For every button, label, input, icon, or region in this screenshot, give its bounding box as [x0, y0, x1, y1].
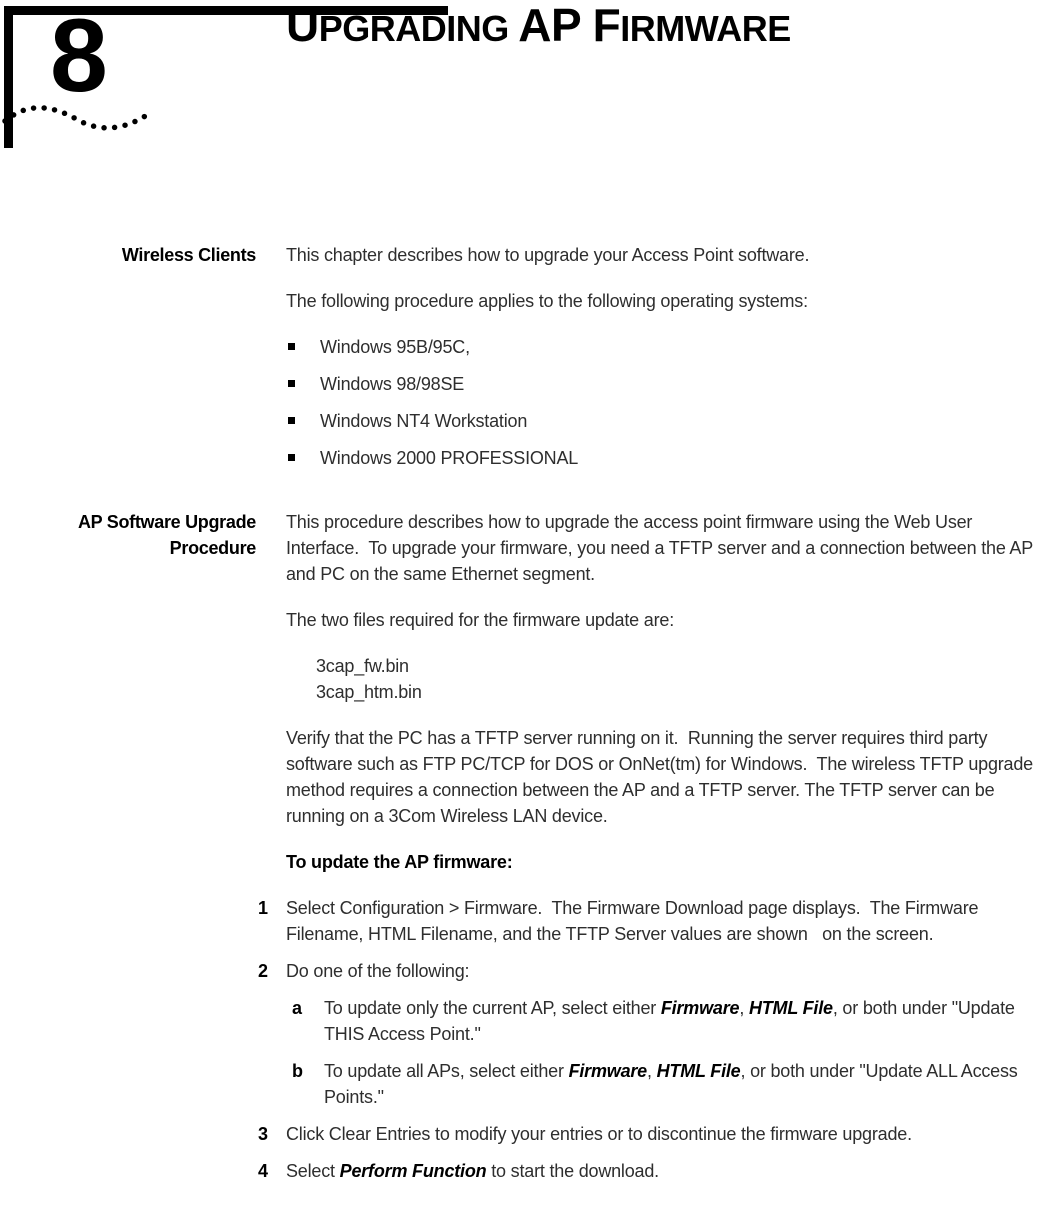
title-large-caps: F [592, 0, 621, 51]
paragraph: The two files required for the firmware update are: [286, 610, 674, 630]
title-large-caps: AP [518, 0, 593, 51]
step-text [286, 995, 1044, 1047]
title-large-caps: U [286, 0, 319, 51]
section-body-wireless-clients [286, 242, 1044, 491]
bullet-list [286, 334, 1044, 471]
text-run: , or both under "Update THIS Access Point." [324, 998, 1020, 1044]
step-number: 4 [258, 1161, 268, 1181]
section-heading-line: AP Software Upgrade [77, 512, 256, 532]
text-run: Select [286, 1161, 340, 1181]
step-text [286, 1058, 1044, 1110]
emphasized-term: HTML File [748, 998, 833, 1018]
section-heading-ap-software-upgrade-procedure [0, 509, 256, 561]
file-name: 3cap_fw.bin [316, 656, 409, 676]
square-bullet-icon [288, 380, 295, 387]
text-run: , [647, 1061, 657, 1081]
text-run: to start the download. [486, 1161, 659, 1181]
procedure-subheading: To update the AP firmware: [286, 852, 513, 872]
step-number: 1 [258, 898, 268, 918]
bullet-item [286, 334, 1044, 360]
square-bullet-icon [288, 454, 295, 461]
bullet-item [286, 445, 1044, 471]
step-item-1 [258, 895, 1044, 947]
paragraph: Verify that the PC has a TFTP server running on it. Running the server requires third party software such as FTP PC/TCP for DOS or OnNet(tm) for Windows. The wireless TFTP upgrade method requires a connection between the AP and a TFTP server. The TFTP server can be running on a 3Com Wireless LAN device. [286, 728, 1038, 826]
step-item-2 [258, 958, 1044, 984]
section-ap-software-upgrade-procedure [0, 509, 1046, 1195]
step-item-b [286, 1058, 1044, 1110]
text-run: Select Configuration > Firmware. The Firmware Download page displays. The Firmware Filename, HTML Filename, and the TFTP Server values are shown on the screen. [286, 898, 984, 944]
step-item-a [286, 995, 1044, 1047]
section-wireless-clients [0, 242, 1046, 491]
bullet-item [286, 408, 1044, 434]
text-run: Click Clear Entries to modify your entries or to discontinue the firmware upgrade. [286, 1124, 912, 1144]
page-title [286, 2, 791, 53]
text-run: , or both under "Update ALL Access Points." [324, 1061, 1023, 1107]
emphasized-term: Firmware [660, 998, 740, 1018]
bullet-text: Windows 98/98SE [320, 374, 465, 394]
step-text [286, 958, 1044, 984]
emphasized-term: Perform Function [339, 1161, 487, 1181]
text-run: To update all APs, select either [324, 1061, 569, 1081]
step-text [286, 1121, 1044, 1147]
text-run: , [739, 998, 749, 1018]
step-text [286, 895, 1044, 947]
dotted-wave-icon [0, 98, 158, 142]
step-number: b [292, 1061, 303, 1081]
emphasized-term: HTML File [656, 1061, 741, 1081]
file-list [286, 653, 1044, 705]
text-run: To update only the current AP, select either [324, 998, 661, 1018]
title-small-caps: IRMWARE [620, 8, 791, 49]
paragraph: The following procedure applies to the following operating systems: [286, 291, 808, 311]
emphasized-term: Firmware [568, 1061, 647, 1081]
bullet-text: Windows 95B/95C, [320, 337, 470, 357]
section-heading-wireless-clients [0, 242, 256, 268]
bullet-item [286, 371, 1044, 397]
bullet-text: Windows NT4 Workstation [320, 411, 528, 431]
paragraph: This chapter describes how to upgrade your Access Point software. [286, 245, 810, 265]
content [0, 242, 1046, 1213]
step-item-4 [258, 1158, 1044, 1184]
step-number: 2 [258, 961, 268, 981]
square-bullet-icon [288, 343, 295, 350]
bullet-text: Windows 2000 PROFESSIONAL [320, 448, 579, 468]
step-number: 3 [258, 1124, 268, 1144]
section-body-ap-software-upgrade-procedure [258, 509, 1044, 1195]
step-list [258, 895, 1044, 1184]
paragraph: This procedure describes how to upgrade the access point firmware using the Web User Interface. To upgrade your firmware, you need a TFTP server and a connection between the AP and PC on the same Ethernet segment. [286, 512, 1038, 584]
section-heading-line: Procedure [169, 538, 256, 558]
step-item-3 [258, 1121, 1044, 1147]
step-text [286, 1158, 1044, 1184]
step-number: a [292, 998, 302, 1018]
chapter-number: 8 [50, 0, 106, 114]
file-name: 3cap_htm.bin [316, 682, 422, 702]
text-run: Do one of the following: [286, 961, 470, 981]
square-bullet-icon [288, 417, 295, 424]
section-heading-line: Wireless Clients [121, 245, 256, 265]
title-small-caps: PGRADING [318, 8, 519, 49]
